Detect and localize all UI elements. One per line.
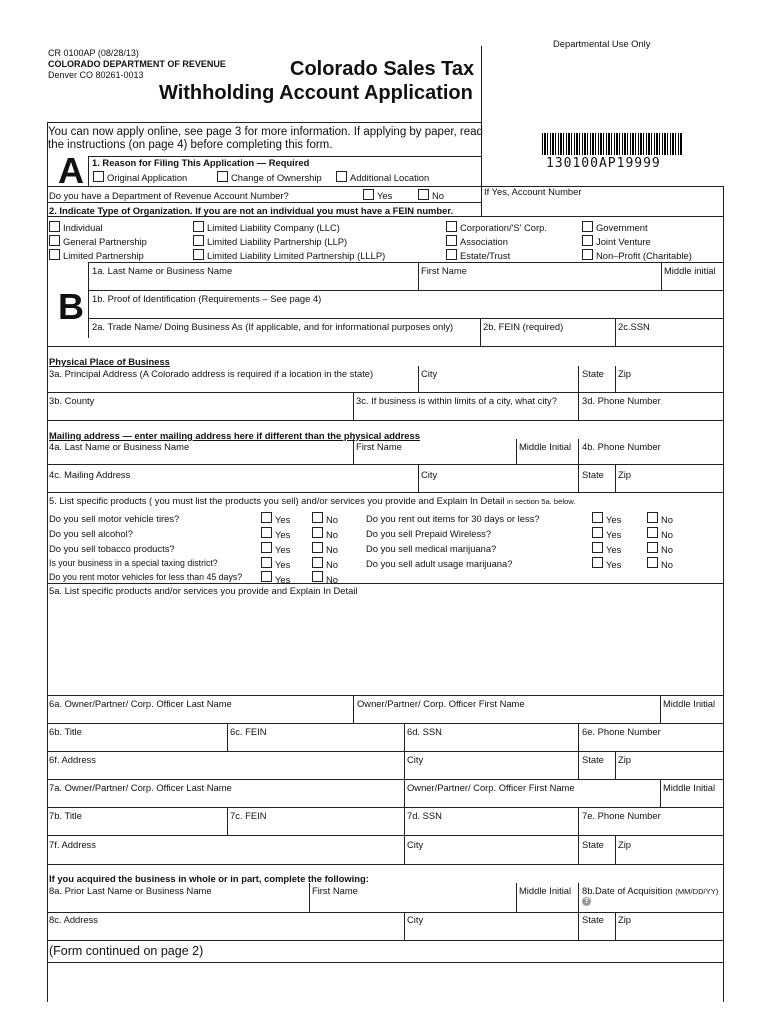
- proof-of-id-field[interactable]: 1b. Proof of Identification (Requirements – See page 4): [92, 293, 322, 304]
- original-application-label: Original Application: [107, 172, 188, 183]
- org-association-label: Association: [460, 236, 508, 247]
- org-joint-venture-label: Joint Venture: [596, 236, 651, 247]
- q-tobacco-yes-checkbox[interactable]: [261, 542, 272, 553]
- mailing-zip-field[interactable]: Zip: [618, 469, 632, 480]
- org-estate-trust-label: Estate/Trust: [460, 250, 511, 261]
- q-tires: Do you sell motor vehicle tires?: [49, 513, 180, 524]
- q-tobacco-no-checkbox[interactable]: [312, 542, 323, 553]
- intro-line1: You can now apply online, see page 3 for more information. If applying by paper, read: [48, 126, 483, 138]
- q-tobacco: Do you sell tobacco products?: [49, 543, 175, 554]
- owner7-last-name-field[interactable]: 7a. Owner/Partner/ Corp. Officer Last Name: [49, 782, 232, 793]
- mailing-first-name-field[interactable]: First Name: [356, 441, 402, 452]
- q-alcohol: Do you sell alcohol?: [49, 528, 133, 539]
- form-title-line1: Colorado Sales Tax: [290, 58, 475, 80]
- owner7-ssn-field[interactable]: 7d. SSN: [407, 810, 442, 821]
- owner7-zip-field[interactable]: Zip: [618, 839, 632, 850]
- owner7-first-name-field[interactable]: Owner/Partner/ Corp. Officer First Name: [407, 782, 575, 793]
- county-field[interactable]: 3b. County: [49, 395, 95, 406]
- barcode: [542, 133, 682, 155]
- prior-name-field[interactable]: 8a. Prior Last Name or Business Name: [49, 885, 212, 896]
- q-medical-marijuana: Do you sell medical marijuana?: [366, 543, 497, 554]
- org-llp-label: Limited Liability Partnership (LLP): [207, 236, 348, 247]
- q-rent-vehicles-yes-label: Yes: [275, 574, 291, 585]
- org-government-checkbox[interactable]: [582, 221, 593, 232]
- prior-first-name-field[interactable]: First Name: [312, 885, 358, 896]
- form-bottom-border: [47, 962, 723, 963]
- q-prepaid-wireless: Do you sell Prepaid Wireless?: [366, 528, 492, 539]
- q-special-district-yes-checkbox[interactable]: [261, 557, 272, 568]
- form-title-line2: Withholding Account Application: [159, 82, 473, 104]
- q-alcohol-yes-label: Yes: [275, 529, 291, 540]
- mailing-middle-initial-field[interactable]: Middle Initial: [519, 441, 572, 452]
- org-nonprofit-checkbox[interactable]: [582, 249, 593, 260]
- org-general-partnership-label: General Partnership: [63, 236, 147, 247]
- org-llc-checkbox[interactable]: [193, 221, 204, 232]
- dept-account-no-checkbox[interactable]: [418, 189, 429, 200]
- q-tobacco-yes-label: Yes: [275, 544, 291, 555]
- prior-state-field[interactable]: State: [582, 914, 604, 925]
- reason-title: 1. Reason for Filing This Application — Required: [92, 157, 310, 168]
- departmental-use-label: Departmental Use Only: [553, 38, 651, 49]
- owner6-ssn-field[interactable]: 6d. SSN: [407, 726, 442, 737]
- q-tires-no-label: No: [326, 514, 338, 525]
- q-rent-items: Do you rent out items for 30 days or less?: [366, 513, 540, 524]
- org-individual-label: Individual: [63, 222, 103, 233]
- q-adult-marijuana-yes-checkbox[interactable]: [592, 557, 603, 568]
- q-adult-marijuana-no-checkbox[interactable]: [647, 557, 658, 568]
- fein-field[interactable]: 2b. FEIN (required): [483, 321, 564, 332]
- org-nonprofit-label: Non–Profit (Charitable): [596, 250, 692, 261]
- acquired-title: If you acquired the business in whole or in part, complete the following:: [49, 873, 369, 884]
- barcode-text: 130100AP19999: [546, 156, 661, 171]
- q-rent-items-yes-label: Yes: [606, 514, 622, 525]
- products-question-small: in section 5a. below.: [507, 497, 576, 506]
- owner6-title-field[interactable]: 6b. Title: [49, 726, 82, 737]
- q-special-district: Is your business in a special taxing district?: [49, 558, 218, 568]
- owner7-address-field[interactable]: 7f. Address: [49, 839, 96, 850]
- org-individual-checkbox[interactable]: [49, 221, 60, 232]
- owner6-zip-field[interactable]: Zip: [618, 754, 632, 765]
- q-tires-no-checkbox[interactable]: [312, 512, 323, 523]
- q-alcohol-yes-checkbox[interactable]: [261, 527, 272, 538]
- physical-place-title: Physical Place of Business: [49, 356, 170, 367]
- prior-address-field[interactable]: 8c. Address: [49, 914, 98, 925]
- q-prepaid-wireless-no-checkbox[interactable]: [647, 527, 658, 538]
- products-question-main: 5. List specific products ( you must list the products you sell) and/or services you provide and Explain In Detail: [49, 495, 505, 506]
- org-lllp-checkbox[interactable]: [193, 249, 204, 260]
- intro-line2: the instructions (on page 4) before completing this form.: [48, 139, 333, 151]
- department-name: COLORADO DEPARTMENT OF REVENUE: [48, 59, 226, 69]
- org-joint-venture-checkbox[interactable]: [582, 235, 593, 246]
- q-rent-vehicles-yes-checkbox[interactable]: [261, 571, 272, 582]
- dept-account-yes-checkbox[interactable]: [363, 189, 374, 200]
- q-alcohol-no-label: No: [326, 529, 338, 540]
- owner6-middle-initial-field[interactable]: Middle Initial: [663, 698, 716, 709]
- org-llp-checkbox[interactable]: [193, 235, 204, 246]
- additional-location-checkbox[interactable]: [336, 171, 347, 182]
- city-limits-field[interactable]: 3c. If business is within limits of a city, what city?: [356, 395, 557, 406]
- mailing-city-field[interactable]: City: [421, 469, 438, 480]
- change-of-ownership-checkbox[interactable]: [217, 171, 228, 182]
- q-medical-marijuana-yes-checkbox[interactable]: [592, 542, 603, 553]
- q-prepaid-wireless-yes-checkbox[interactable]: [592, 527, 603, 538]
- org-association-checkbox[interactable]: [446, 235, 457, 246]
- owner6-address-field[interactable]: 6f. Address: [49, 754, 96, 765]
- q-rent-vehicles-no-checkbox[interactable]: [312, 571, 323, 582]
- owner7-phone-field[interactable]: 7e. Phone Number: [582, 810, 661, 821]
- org-type-title: 2. Indicate Type of Organization. If you are not an individual you must have a FEIN number.: [49, 205, 454, 216]
- q-alcohol-no-checkbox[interactable]: [312, 527, 323, 538]
- q-prepaid-wireless-yes-label: Yes: [606, 529, 622, 540]
- change-of-ownership-label: Change of Ownership: [231, 172, 322, 183]
- last-name-business-field[interactable]: 1a. Last Name or Business Name: [92, 265, 233, 276]
- mailing-last-name-field[interactable]: 4a. Last Name or Business Name: [49, 441, 190, 452]
- owner6-phone-field[interactable]: 6e. Phone Number: [582, 726, 661, 737]
- date-of-acquisition-field[interactable]: [582, 885, 718, 897]
- org-government-label: Government: [596, 222, 648, 233]
- q-special-district-no-label: No: [326, 559, 338, 570]
- owner6-last-name-field[interactable]: 6a. Owner/Partner/ Corp. Officer Last Name: [49, 698, 232, 709]
- date-of-acquisition-label: 8b.Date of Acquisition: [582, 885, 673, 896]
- q-tobacco-no-label: No: [326, 544, 338, 555]
- owner6-first-name-field[interactable]: Owner/Partner/ Corp. Officer First Name: [357, 698, 525, 709]
- mailing-state-field[interactable]: State: [582, 469, 604, 480]
- account-number-field[interactable]: If Yes, Account Number: [484, 186, 582, 197]
- dept-account-yes-label: Yes: [377, 190, 393, 201]
- original-application-checkbox[interactable]: [93, 171, 104, 182]
- owner6-city-field[interactable]: City: [407, 754, 424, 765]
- principal-address-field[interactable]: 3a. Principal Address (A Colorado address is required if a location in the state): [49, 368, 374, 379]
- owner6-state-field[interactable]: State: [582, 754, 604, 765]
- owner7-middle-initial-field[interactable]: Middle Initial: [663, 782, 716, 793]
- mailing-phone-field[interactable]: 4b. Phone Number: [582, 441, 661, 452]
- org-corporation-checkbox[interactable]: [446, 221, 457, 232]
- prior-city-field[interactable]: City: [407, 914, 424, 925]
- place-phone-field[interactable]: 3d. Phone Number: [582, 395, 661, 406]
- form-id: CR 0100AP (08/28/13): [48, 48, 139, 58]
- owner6-fein-field[interactable]: 6c. FEIN: [230, 726, 267, 737]
- products-detail-field[interactable]: 5a. List specific products and/or services you provide and Explain In Detail: [49, 585, 358, 596]
- mailing-address-field[interactable]: 4c. Mailing Address: [49, 469, 131, 480]
- section-a-letter: A: [58, 150, 84, 191]
- org-limited-partnership-checkbox[interactable]: [49, 249, 60, 260]
- org-llc-label: Limited Liability Company (LLC): [207, 222, 340, 233]
- department-address: Denver CO 80261-0013: [48, 70, 144, 80]
- q-rent-items-no-checkbox[interactable]: [647, 512, 658, 523]
- dept-account-no-label: No: [432, 190, 444, 201]
- q-tires-yes-checkbox[interactable]: [261, 512, 272, 523]
- q-prepaid-wireless-no-label: No: [661, 529, 673, 540]
- q-adult-marijuana-yes-label: Yes: [606, 559, 622, 570]
- q-medical-marijuana-no-checkbox[interactable]: [647, 542, 658, 553]
- help-icon[interactable]: ?: [582, 897, 591, 906]
- q-rent-items-no-label: No: [661, 514, 673, 525]
- q-medical-marijuana-yes-label: Yes: [606, 544, 622, 555]
- place-city-field[interactable]: City: [421, 368, 438, 379]
- q-special-district-yes-label: Yes: [275, 559, 291, 570]
- form-right-border: [723, 186, 724, 1002]
- q-rent-vehicles: Do you rent motor vehicles for less than 45 days?: [49, 572, 243, 582]
- additional-location-label: Additional Location: [350, 172, 430, 183]
- dept-account-question: Do you have a Department of Revenue Account Number?: [49, 190, 289, 201]
- mailing-title: Mailing address — enter mailing address here if different than the physical address: [49, 430, 420, 441]
- middle-initial-field[interactable]: Middle initial: [664, 265, 716, 276]
- org-corporation-label: Corporation/'S' Corp.: [460, 222, 547, 233]
- date-format-hint: (MM/DD/YY): [675, 887, 719, 896]
- owner7-fein-field[interactable]: 7c. FEIN: [230, 810, 267, 821]
- form-continued-note: (Form continued on page 2): [49, 944, 204, 958]
- owner7-state-field[interactable]: State: [582, 839, 604, 850]
- org-general-partnership-checkbox[interactable]: [49, 235, 60, 246]
- org-lllp-label: Limited Liability Limited Partnership (LLLP): [207, 250, 386, 261]
- q-rent-items-yes-checkbox[interactable]: [592, 512, 603, 523]
- q-rent-vehicles-no-label: No: [326, 574, 338, 585]
- q-tires-yes-label: Yes: [275, 514, 291, 525]
- q-adult-marijuana-no-label: No: [661, 559, 673, 570]
- trade-name-field[interactable]: 2a. Trade Name/ Doing Business As (If applicable, and for informational purposes only): [92, 321, 454, 332]
- place-zip-field[interactable]: Zip: [618, 368, 632, 379]
- form-left-border: [47, 122, 48, 1002]
- place-state-field[interactable]: State: [582, 368, 604, 379]
- products-question: [49, 495, 575, 507]
- section-b-letter: B: [58, 286, 84, 327]
- owner7-city-field[interactable]: City: [407, 839, 424, 850]
- first-name-field[interactable]: First Name: [421, 265, 467, 276]
- org-limited-partnership-label: Limited Partnership: [63, 250, 144, 261]
- q-medical-marijuana-no-label: No: [661, 544, 673, 555]
- org-estate-trust-checkbox[interactable]: [446, 249, 457, 260]
- ssn-field[interactable]: 2c.SSN: [618, 321, 650, 332]
- prior-middle-initial-field[interactable]: Middle Initial: [519, 885, 572, 896]
- owner7-title-field[interactable]: 7b. Title: [49, 810, 82, 821]
- q-adult-marijuana: Do you sell adult usage marijuana?: [366, 558, 513, 569]
- prior-zip-field[interactable]: Zip: [618, 914, 632, 925]
- q-special-district-no-checkbox[interactable]: [312, 557, 323, 568]
